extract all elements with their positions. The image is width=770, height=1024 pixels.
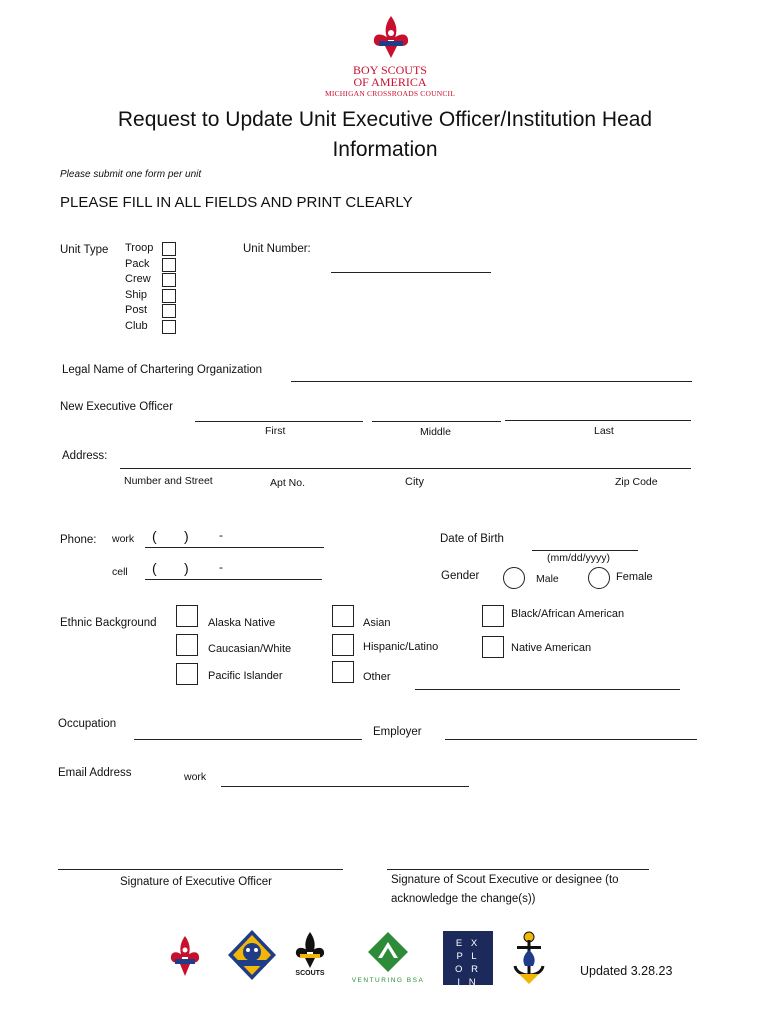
submit-note: Please submit one form per unit xyxy=(60,169,202,180)
phone-work-field[interactable] xyxy=(145,547,324,548)
phone-cell-close-paren: ) xyxy=(184,560,189,576)
logo-text-line3: MICHIGAN CROSSROADS COUNCIL xyxy=(325,89,455,98)
ethnic-native-american-checkbox[interactable] xyxy=(482,636,504,658)
street-caption: Number and Street xyxy=(124,475,213,487)
email-work-field[interactable] xyxy=(221,786,469,787)
phone-cell-caption: cell xyxy=(112,566,128,578)
address-label: Address: xyxy=(62,450,108,462)
email-label: Email Address xyxy=(58,767,132,779)
address-field[interactable] xyxy=(120,468,691,469)
unit-type-label: Unit Type xyxy=(60,244,109,256)
officer-signature-caption: Signature of Executive Officer xyxy=(120,876,272,888)
city-caption: City xyxy=(405,476,424,488)
unit-type-club-label: Club xyxy=(125,320,148,332)
chartering-org-label: Legal Name of Chartering Organization xyxy=(62,364,263,376)
chartering-org-field[interactable] xyxy=(291,381,692,382)
first-name-field[interactable] xyxy=(195,421,363,422)
sea-scouts-logo xyxy=(509,930,549,986)
last-name-field[interactable] xyxy=(505,420,691,421)
occupation-field[interactable] xyxy=(134,739,362,740)
ethnic-other-label: Other xyxy=(363,671,391,683)
ethnic-caucasian-checkbox[interactable] xyxy=(176,634,198,656)
phone-cell-dash: - xyxy=(219,560,223,574)
scouts-bsa-logo xyxy=(292,930,328,982)
venturing-logo xyxy=(350,930,426,990)
unit-type-troop-checkbox[interactable] xyxy=(162,242,176,256)
ethnic-other-field[interactable] xyxy=(415,689,680,690)
ethnic-asian-label: Asian xyxy=(363,617,391,629)
ethnic-hispanic-checkbox[interactable] xyxy=(332,634,354,656)
phone-work-close-paren: ) xyxy=(184,528,189,544)
logo-text-line2: OF AMERICA xyxy=(353,75,427,89)
phone-work-caption: work xyxy=(112,533,135,545)
logo-text-line1: BOY SCOUTS xyxy=(353,63,427,77)
unit-number-label: Unit Number: xyxy=(243,243,311,255)
unit-type-pack-label: Pack xyxy=(125,258,150,270)
dob-label: Date of Birth xyxy=(440,533,504,545)
employer-field[interactable] xyxy=(445,739,697,740)
first-name-caption: First xyxy=(265,425,286,437)
dob-field[interactable] xyxy=(532,550,638,551)
ethnic-asian-checkbox[interactable] xyxy=(332,605,354,627)
officer-signature-field[interactable] xyxy=(58,869,343,870)
form-title-line1: Request to Update Unit Executive Officer/Institution Head xyxy=(117,108,653,131)
cub-scouts-logo xyxy=(226,928,278,982)
unit-type-crew-checkbox[interactable] xyxy=(162,273,176,287)
unit-type-post-checkbox[interactable] xyxy=(162,304,176,318)
gender-female-caption: Female xyxy=(616,571,653,583)
unit-type-troop-label: Troop xyxy=(125,242,154,254)
ethnic-black-checkbox[interactable] xyxy=(482,605,504,627)
ethnic-pacific-islander-label: Pacific Islander xyxy=(208,670,283,682)
ethnic-caucasian-label: Caucasian/White xyxy=(208,643,292,655)
ethnic-alaska-native-checkbox[interactable] xyxy=(176,605,198,627)
unit-type-ship-label: Ship xyxy=(125,289,148,301)
ethnic-background-label: Ethnic Background xyxy=(60,617,157,629)
occupation-label: Occupation xyxy=(58,718,117,730)
bsa-fleur-de-lis-logo xyxy=(370,14,412,60)
scouts-bsa-text: SCOUTS xyxy=(295,970,325,977)
gender-label: Gender xyxy=(441,570,480,582)
unit-number-field[interactable] xyxy=(331,272,491,273)
exploring-logo xyxy=(443,931,493,1001)
dob-format-caption: (mm/dd/yyyy) xyxy=(547,552,610,564)
gender-male-radio[interactable] xyxy=(503,567,525,589)
apt-caption: Apt No. xyxy=(270,477,306,489)
phone-cell-field[interactable] xyxy=(145,579,322,580)
gender-female-radio[interactable] xyxy=(588,567,610,589)
instruction-heading: PLEASE FILL IN ALL FIELDS AND PRINT CLEARLY xyxy=(60,194,413,211)
email-work-caption: work xyxy=(184,771,207,783)
phone-work-dash: - xyxy=(219,528,223,542)
middle-name-caption: Middle xyxy=(420,426,451,438)
ethnic-hispanic-label: Hispanic/Latino xyxy=(363,641,439,653)
exploring-text: E X P L O R I N G xyxy=(455,938,481,1001)
zip-caption: Zip Code xyxy=(615,476,658,488)
middle-name-field[interactable] xyxy=(372,421,501,422)
unit-type-ship-checkbox[interactable] xyxy=(162,289,176,303)
employer-label: Employer xyxy=(373,726,422,738)
unit-type-club-checkbox[interactable] xyxy=(162,320,176,334)
phone-work-open-paren: ( xyxy=(152,528,157,544)
scout-executive-caption-line2: acknowledge the change(s)) xyxy=(391,893,536,905)
phone-label: Phone: xyxy=(60,534,97,546)
bsa-emblem-logo xyxy=(168,934,202,978)
last-name-caption: Last xyxy=(594,425,614,437)
unit-type-pack-checkbox[interactable] xyxy=(162,258,176,272)
unit-type-crew-label: Crew xyxy=(125,273,151,285)
ethnic-black-label: Black/African American xyxy=(511,608,625,620)
updated-date: Updated 3.28.23 xyxy=(580,964,673,978)
unit-type-post-label: Post xyxy=(125,304,148,316)
ethnic-alaska-native-label: Alaska Native xyxy=(208,617,276,629)
gender-male-caption: Male xyxy=(536,573,559,585)
scout-executive-signature-field[interactable] xyxy=(387,869,649,870)
ethnic-pacific-islander-checkbox[interactable] xyxy=(176,663,198,685)
ethnic-native-american-label: Native American xyxy=(511,642,592,654)
new-executive-officer-label: New Executive Officer xyxy=(60,401,173,413)
phone-cell-open-paren: ( xyxy=(152,560,157,576)
scout-executive-caption-line1: Signature of Scout Executive or designee (to xyxy=(391,874,619,886)
venturing-text: VENTURING BSA xyxy=(351,977,425,984)
form-title-line2: Information xyxy=(332,138,438,161)
ethnic-other-checkbox[interactable] xyxy=(332,661,354,683)
